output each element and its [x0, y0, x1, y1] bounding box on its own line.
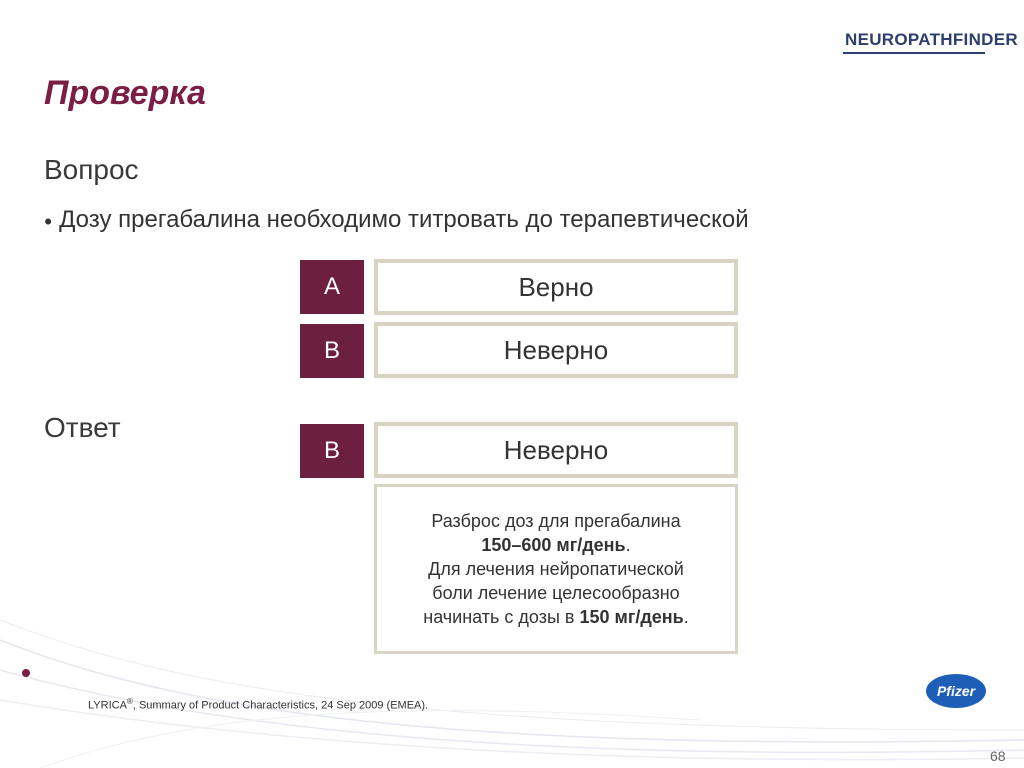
question-heading: Вопрос [44, 154, 139, 185]
explanation-line-2: 150–600 мг/день. [481, 535, 631, 555]
reference-text: , Summary of Product Characteristics, 24 Sep 2009 (EMEA). [132, 699, 429, 712]
reference-brand: LYRICA [88, 699, 127, 712]
option-b-button[interactable]: Неверно [374, 322, 738, 378]
question-text: Дозу прегабалина необходимо титровать до терапевтической [59, 206, 749, 233]
explanation-line-3: Для лечения нейропатической [428, 559, 684, 579]
logo-part-neuro: NEURO [845, 30, 908, 49]
option-a-letter[interactable]: A [300, 260, 364, 314]
dose-range: 150–600 мг/день [481, 535, 626, 555]
explanation-line-4: боли лечение целесообразно [432, 583, 680, 603]
answer-letter: B [300, 424, 364, 478]
answer-label: Неверно [374, 422, 738, 478]
logo-part-path: PATH [907, 30, 953, 49]
answer-explanation [374, 484, 738, 654]
explanation-line-5: начинать с дозы в 150 мг/день. [423, 607, 689, 627]
pfizer-logo: Pfizer [926, 674, 986, 708]
page-title: Проверка [44, 74, 206, 112]
page-number: 68 [990, 748, 1006, 764]
logo-underline [843, 52, 985, 54]
explanation-line-1: Разброс доз для прегабалина [431, 511, 681, 531]
option-b-letter[interactable]: B [300, 324, 364, 378]
registered-mark: ® [126, 697, 133, 706]
question-bullet-item [44, 206, 749, 234]
option-a-button[interactable]: Верно [374, 259, 738, 315]
starting-dose: 150 мг/день [579, 607, 684, 627]
answer-heading: Ответ [44, 412, 121, 443]
neuropathfinder-logo [845, 30, 1018, 50]
logo-part-finder: FINDER [952, 30, 1018, 49]
decorative-dot [22, 669, 30, 677]
reference-footnote [88, 697, 428, 712]
bullet-icon: ● [44, 212, 53, 229]
